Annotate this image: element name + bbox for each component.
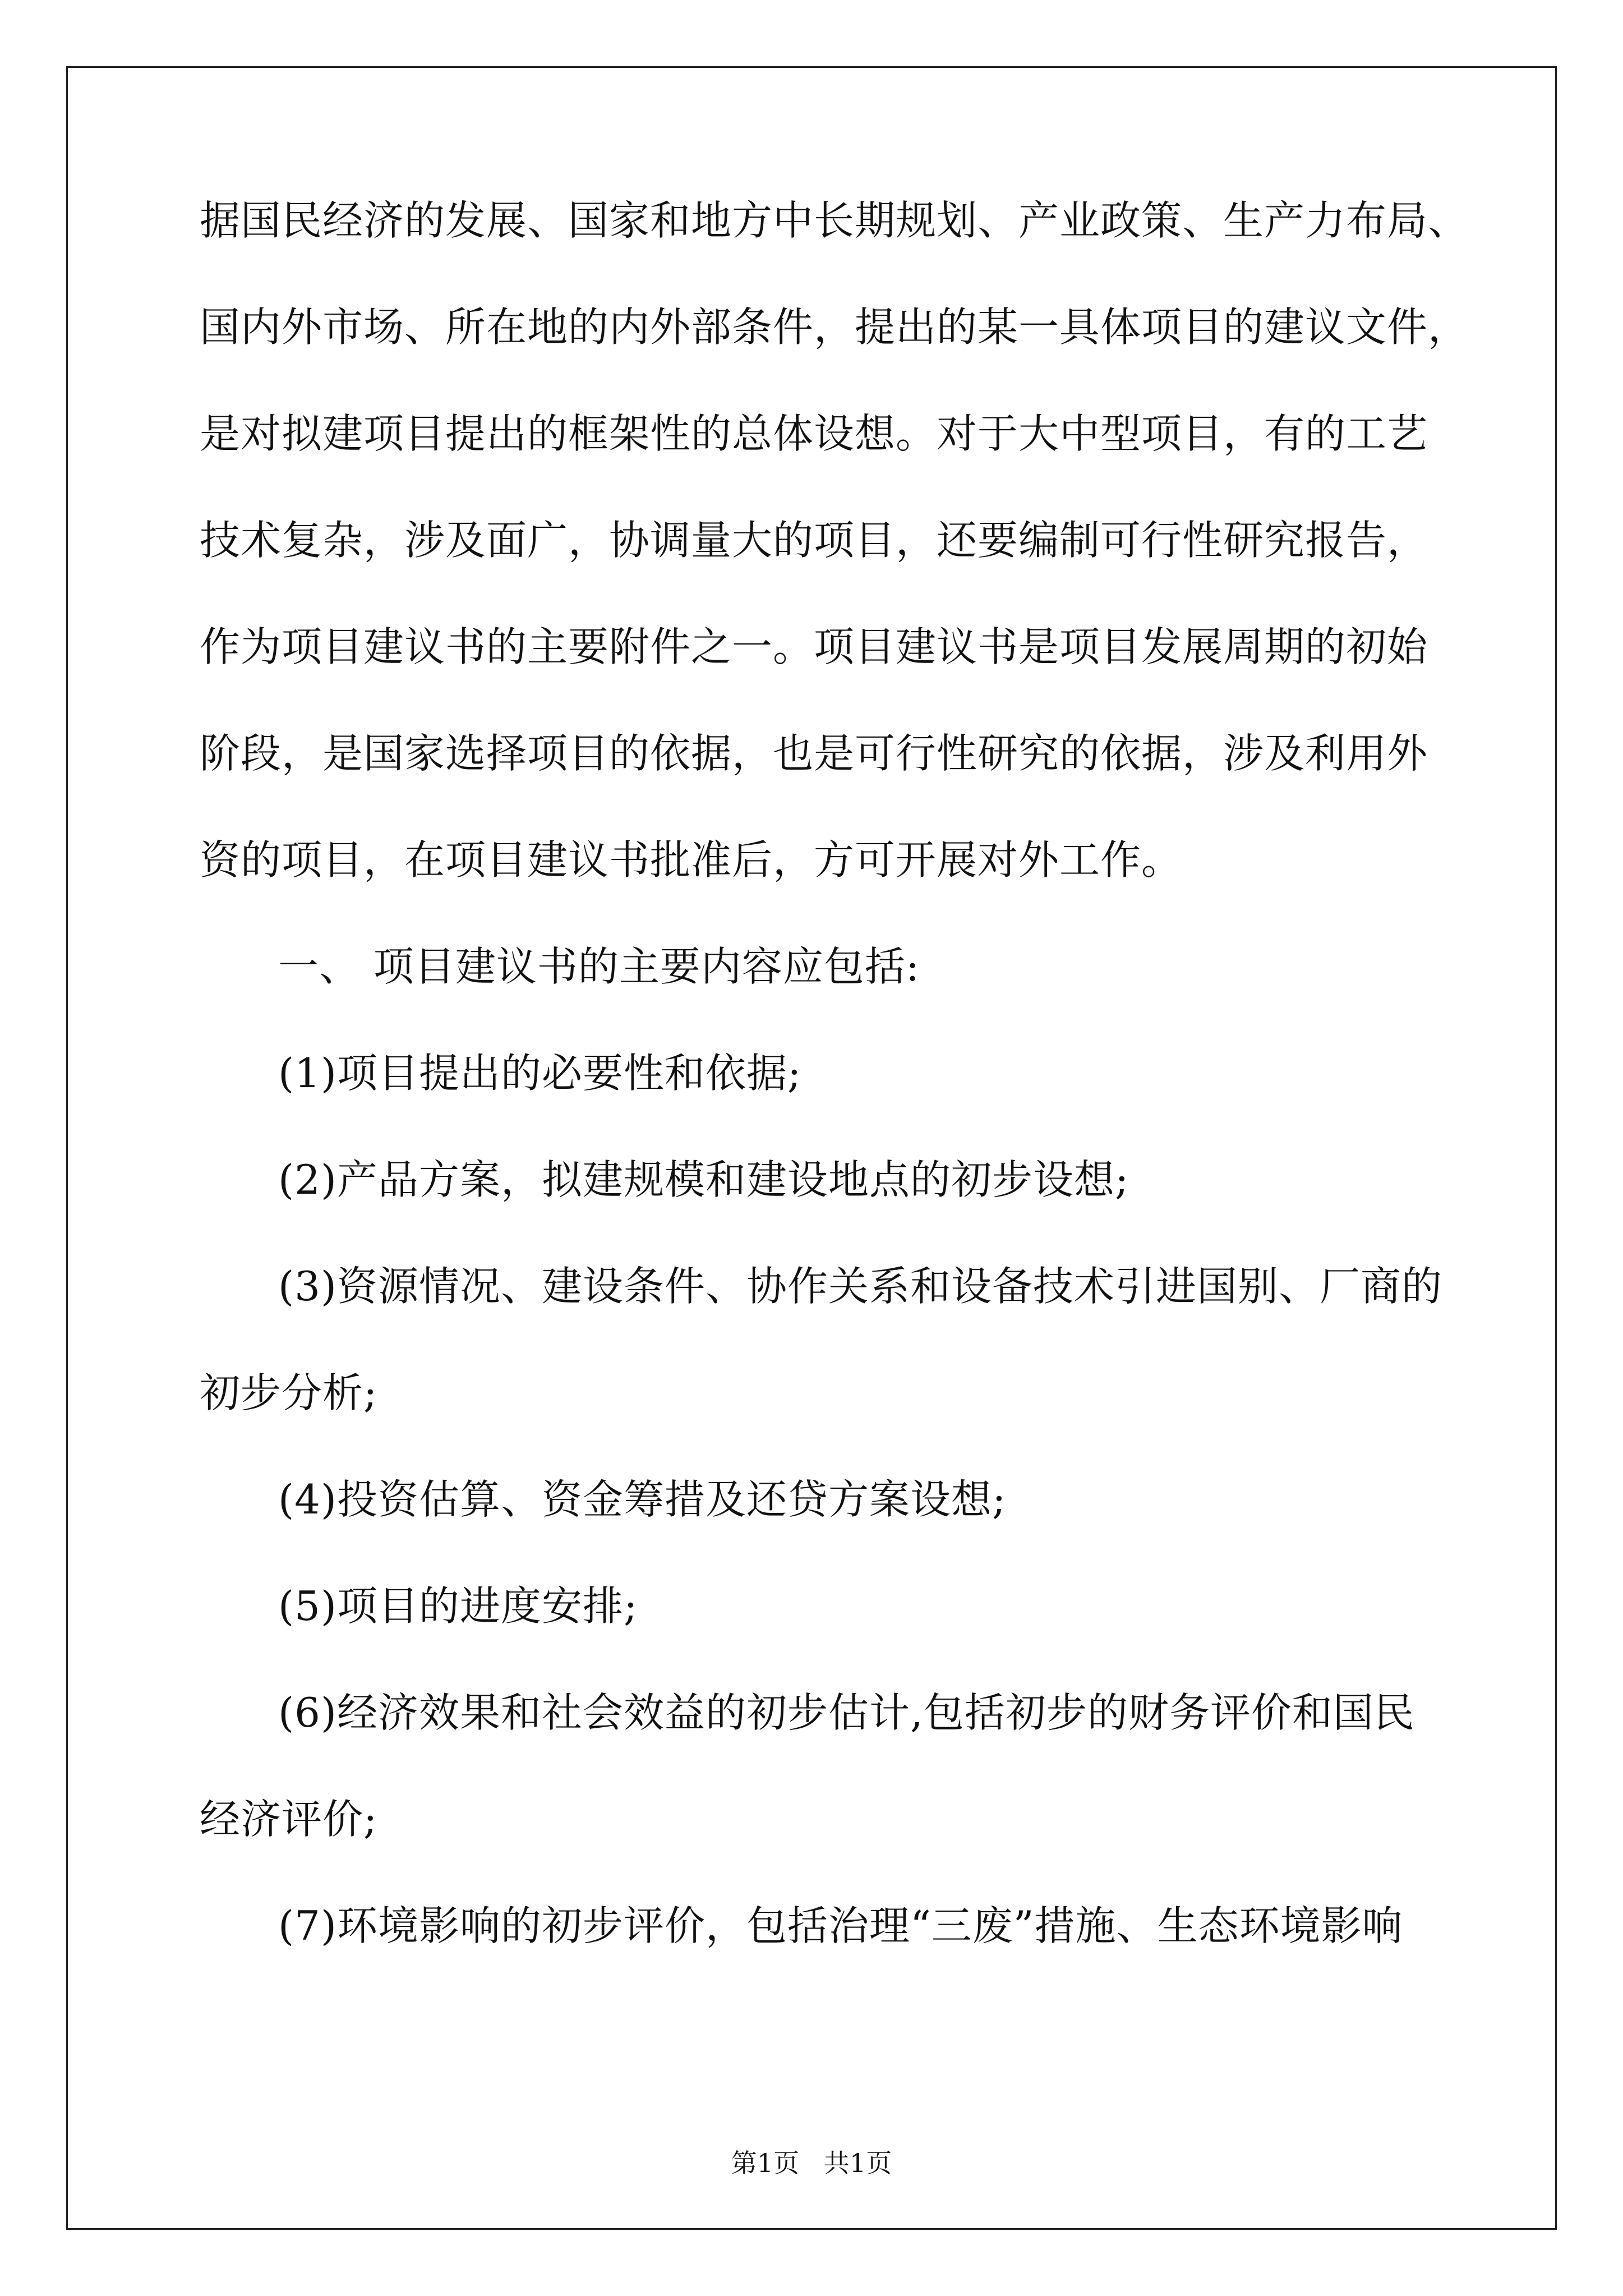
list-item-continuation: 经济评价;	[200, 1796, 378, 1843]
page-footer: 第1页 共1页	[731, 2148, 892, 2178]
list-item-continuation: 初步分析;	[200, 1369, 378, 1416]
list-item: (6)经济效果和社会效益的初步估计,包括初步的财务评价和国民	[278, 1689, 1415, 1736]
list-item: (7)环境影响的初步评价，包括治理“三废”措施、生态环境影响	[278, 1902, 1403, 1949]
text-line: 作为项目建议书的主要附件之一。项目建议书是项目发展周期的初始	[200, 623, 1428, 670]
text-line: 阶段，是国家选择项目的依据，也是可行性研究的依据，涉及利用外	[200, 730, 1428, 777]
list-item: (3)资源情况、建设条件、协作关系和设备技术引进国别、厂商的	[278, 1263, 1442, 1310]
list-item: (4)投资估算、资金筹措及还贷方案设想;	[278, 1476, 1007, 1523]
list-item: (5)项目的进度安排;	[278, 1582, 638, 1630]
list-item: (2)产品方案，拟建规模和建设地点的初步设想;	[278, 1156, 1129, 1203]
text-line: 技术复杂，涉及面广，协调量大的项目，还要编制可行性研究报告，	[200, 517, 1428, 564]
text-line: 资的项目，在项目建议书批准后，方可开展对外工作。	[200, 836, 1183, 884]
text-line: 国内外市场、所在地的内外部条件，提出的某一具体项目的建议文件，	[200, 303, 1469, 351]
section-heading: 一、 项目建议书的主要内容应包括:	[278, 943, 920, 990]
text-line: 是对拟建项目提出的框架性的总体设想。对于大中型项目，有的工艺	[200, 410, 1428, 457]
text-line: 据国民经济的发展、国家和地方中长期规划、产业政策、生产力布局、	[200, 197, 1469, 244]
list-item: (1)项目提出的必要性和依据;	[278, 1050, 802, 1097]
